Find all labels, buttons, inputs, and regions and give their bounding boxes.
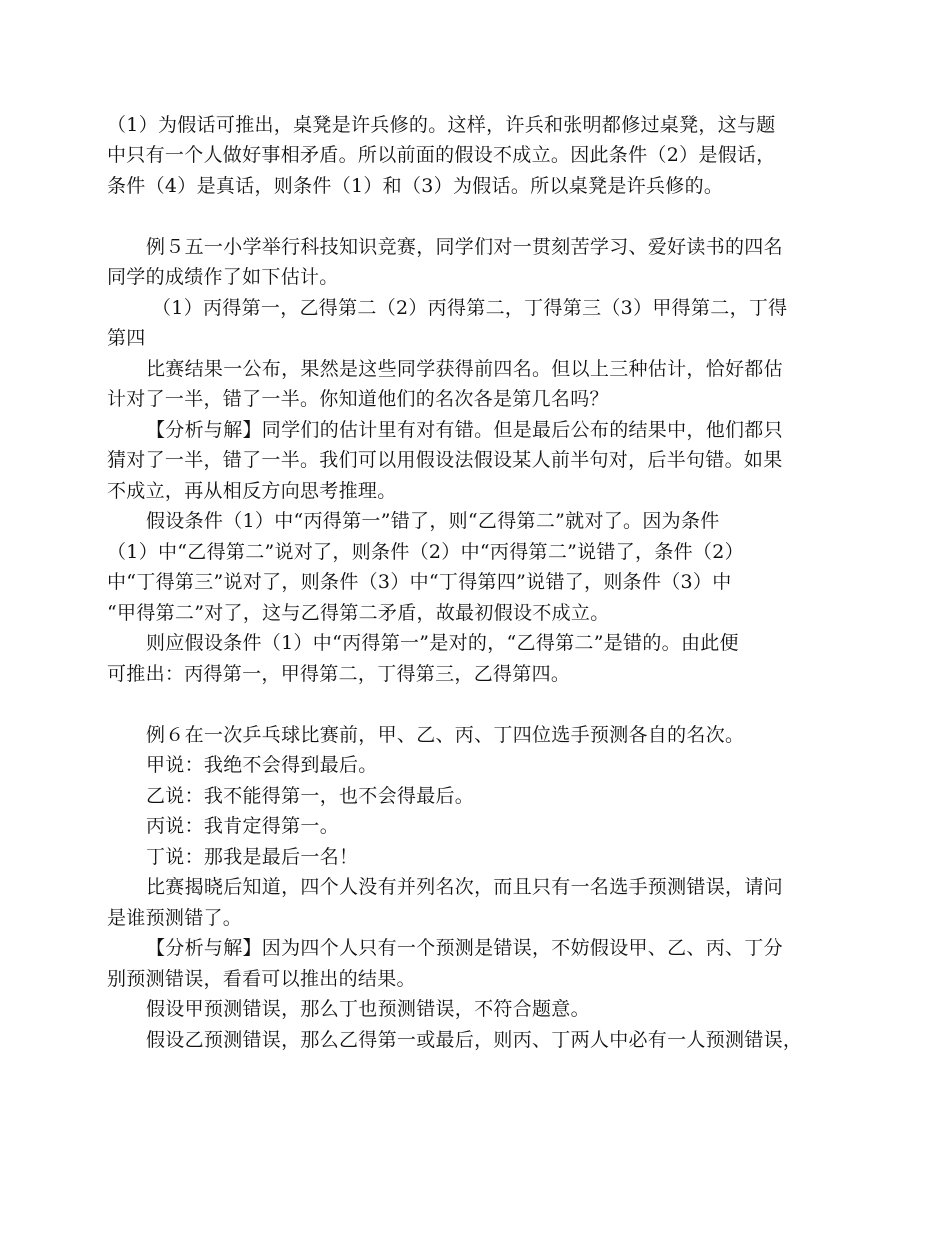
text-line: 甲说：我绝不会得到最后。 — [146, 754, 378, 776]
text-line: 乙说：我不能得第一，也不会得最后。 — [146, 785, 475, 807]
text-line: 比赛揭晓后知道，四个人没有并列名次，而且只有一名选手预测错误，请问 — [146, 876, 783, 898]
text-line: 丙说：我肯定得第一。 — [146, 815, 340, 837]
text-line: 【分析与解】同学们的估计里有对有错。但是最后公布的结果中，他们都只 — [146, 419, 783, 441]
text-line: 假设甲预测错误，那么丁也预测错误，不符合题意。 — [146, 998, 590, 1020]
text-line: 则应假设条件（1）中“丙得第一”是对的，“乙得第二”是错的。由此便 — [146, 632, 739, 654]
text-line: 可推出：丙得第一，甲得第二，丁得第三，乙得第四。 — [107, 663, 571, 685]
text-line: （1）为假话可推出，桌凳是许兵修的。这样，许兵和张明都修过桌凳，这与题 — [107, 114, 776, 136]
text-line: “甲得第二”对了，这与乙得第二矛盾，故最初假设不成立。 — [107, 602, 610, 624]
text-line: 例６在一次乒乓球比赛前，甲、乙、丙、丁四位选手预测各自的名次。 — [146, 724, 745, 746]
text-line: 猜对了一半，错了一半。我们可以用假设法假设某人前半句对，后半句错。如果 — [107, 449, 783, 471]
text-line: 比赛结果一公布，果然是这些同学获得前四名。但以上三种估计，恰好都估 — [146, 358, 783, 380]
text-line: 【分析与解】因为四个人只有一个预测是错误，不妨假设甲、乙、丙、丁分 — [146, 937, 783, 959]
text-line: （1）丙得第一，乙得第二（2）丙得第二，丁得第三（3）甲得第二，丁得 — [152, 297, 788, 319]
text-line: 同学的成绩作了如下估计。 — [107, 266, 339, 288]
text-line: 别预测错误，看看可以推出的结果。 — [107, 968, 416, 990]
text-line: 计对了一半，错了一半。你知道他们的名次各是第几名吗？ — [107, 388, 609, 410]
text-line: 第四 — [107, 327, 146, 349]
text-line: （1）中“乙得第二”说对了，则条件（2）中“丙得第二”说错了，条件（2） — [107, 541, 744, 563]
text-line: 假设乙预测错误，那么乙得第一或最后，则丙、丁两人中必有一人预测错误， — [146, 1029, 803, 1051]
text-line: 中只有一个人做好事相矛盾。所以前面的假设不成立。因此条件（2）是假话， — [107, 144, 776, 166]
text-line: 丁说：那我是最后一名！ — [146, 846, 359, 868]
text-line: 例５五一小学举行科技知识竞赛，同学们对一贯刻苦学习、爱好读书的四名 — [146, 236, 783, 258]
text-line: 是谁预测错了。 — [107, 907, 243, 929]
text-line: 中“丁得第三”说对了，则条件（3）中“丁得第四”说错了，则条件（3）中 — [107, 571, 732, 593]
text-line: 不成立，再从相反方向思考推理。 — [107, 480, 397, 502]
text-line: 条件（4）是真话，则条件（1）和（3）为假话。所以桌凳是许兵修的。 — [107, 175, 724, 197]
text-line: 假设条件（1）中“丙得第一”错了，则“乙得第二”就对了。因为条件 — [146, 510, 720, 532]
